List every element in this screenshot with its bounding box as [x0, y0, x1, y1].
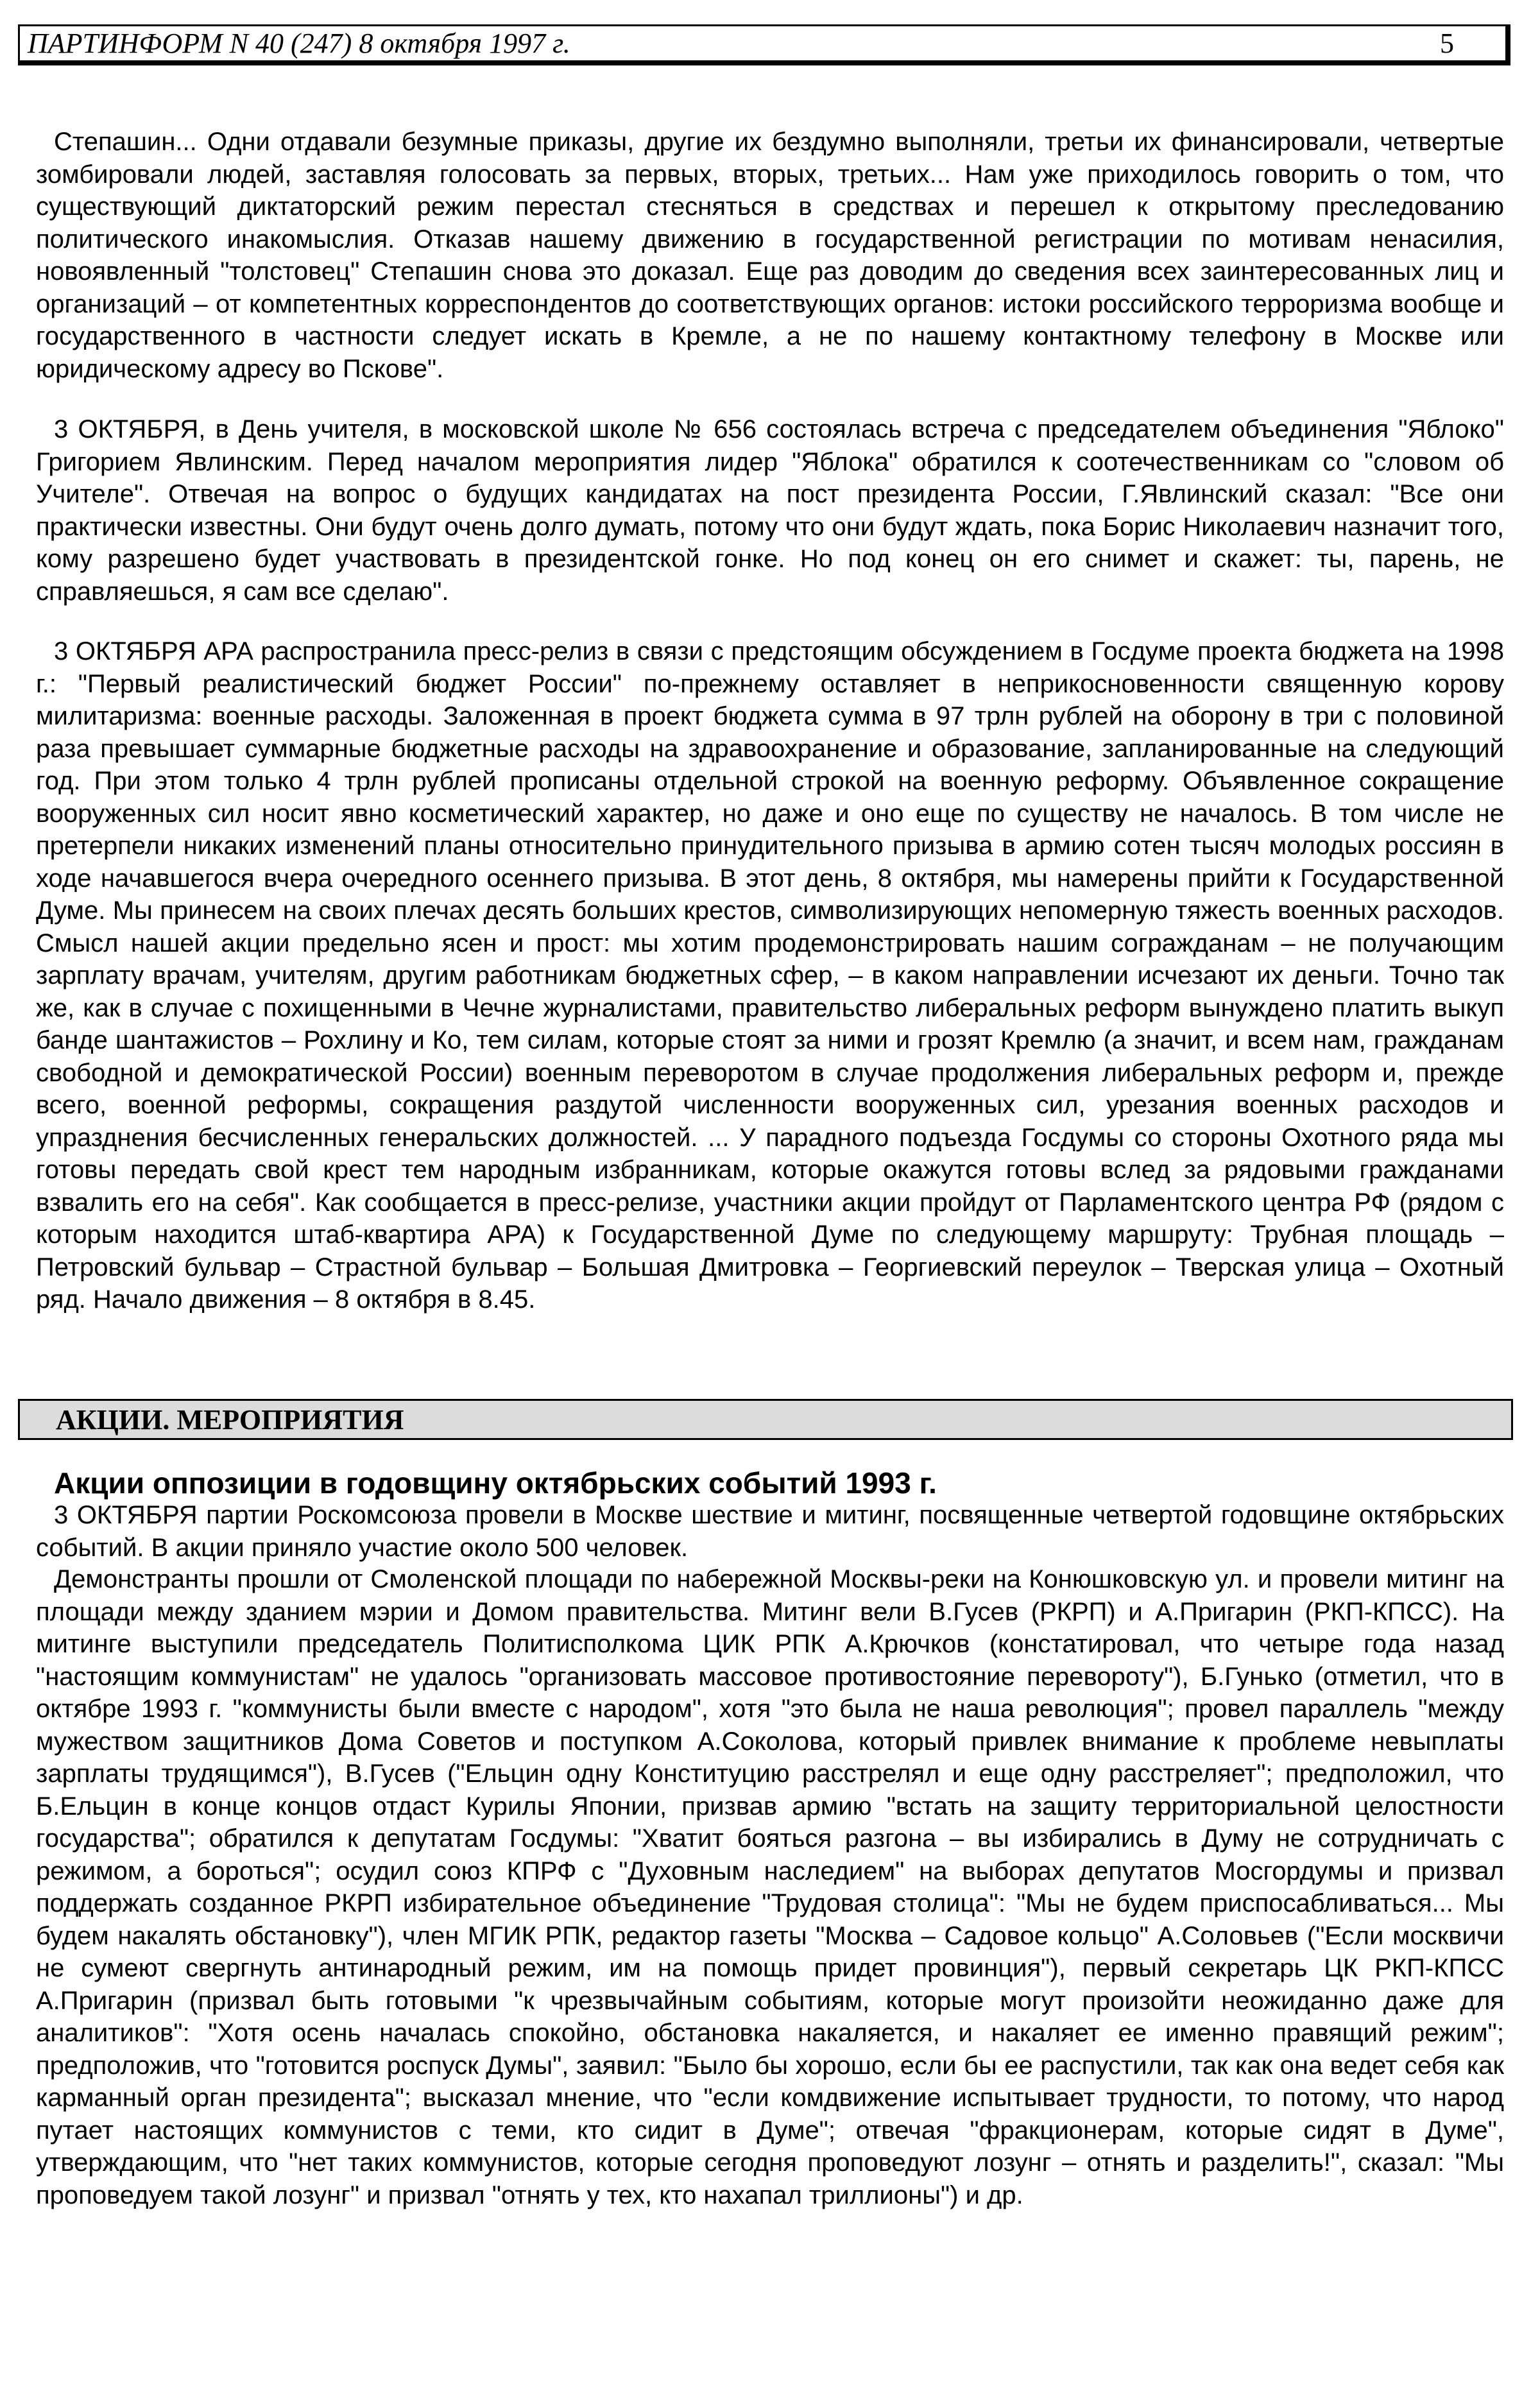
page-header [18, 24, 1510, 65]
article-paragraph-rally: Демонстранты прошли от Смоленской площади по набережной Москвы-реки на Конюшковскую ул. и провели митинг на площади между зданием мэрии и Домом правительства. Митинг вели В.Гусев (РКРП) и А.Пригарин (РКП-КПСС). На митинге выступили председатель Политисполкома ЦИК РПК А.Крючков (констатировал, что четыре года назад "настоящим коммунистам" не удалось "организовать массовое противостояние перевороту"), Б.Гунько (отметил, что в октябре 1993 г. "коммунисты были вместе с народом", хотя "это была не наша революция"; провел параллель "между мужеством защитников Дома Советов и поступком А.Соколова, который привлек внимание к проблеме невыплаты зарплаты трудящимся"), В.Гусев ("Ельцин одну Конституцию расстрелял и еще одну расстреляет"; предположил, что Б.Ельцин в конце концов отдаст Курилы Японии, призвав армию "встать на защиту территориальной целостности государства"; обратился к депутатам Госдумы: "Хватит бояться разгона – вы избирались в Думу не сотрудничать с режимом, а бороться"; осудил союз КПРФ с "Духовным наследием" на выборах депутатов Мосгордумы и призвал поддержать созданное РКРП избирательное объединение "Трудовая столица": "Мы не будем приспосабливаться... Мы будем накалять обстановку"), член МГИК РПК, редактор газеты "Москва – Садовое кольцо" А.Соловьев ("Если москвичи не сумеют свергнуть антинародный режим, им на помощь придет провинция"), первый секретарь ЦК РКП-КПСС А.Пригарин (призвал быть готовыми "к чрезвычайным событиям, которые могут произойти неожиданно даже для аналитиков": "Хотя осень началась спокойно, обстановка накаляется, и накаляет ее именно правящий режим"; предположив, что "готовится роспуск Думы", заявил: "Было бы хорошо, если бы ее распустили, так как она ведет себя как карманный орган президента"; высказал мнение, что "если комдвижение испытывает трудности, то потому, что народ путает настоящих коммунистов с теми, кто сидит в Думе"; отвечая "фракционерам, которые сидят в Думе", утверждающим, что "нет таких коммунистов, которые сегодня проповедуют лозунг – отнять и разделить!", сказал: "Мы проповедуем такой лозунг" и призвал "отнять у тех, кто нахапал триллионы") и др. [36, 1565, 1504, 2209]
paragraph-stepashin: Степашин... Одни отдавали безумные приказы, другие их бездумно выполняли, третьи их финансировали, четвертые зомбировали людей, заставляя голосовать за первых, вторых, третьих... Нам уже приходилось говорить о том, что существующий диктаторский режим перестал стесняться в средствах и перешел к открытому преследованию политического инакомыслия. Отказав нашему движению в государственной регистрации по мотивам ненасилия, новоявленный "толстовец" Степашин снова это доказал. Еще раз доводим до сведения всех заинтересованных лиц и организаций – от компетентных корреспондентов до соответствующих органов: истоки российского терроризма вообще и государственного в частности следует искать в Кремле, а не по нашему контактному телефону в Москве или юридическому адресу во Пскове". [36, 128, 1504, 383]
article-title: Акции оппозиции в годовщину октябрьских событий 1993 г. [54, 1466, 937, 1500]
paragraph-yavlinsky: 3 ОКТЯБРЯ, в День учителя, в московской школе № 656 состоялась встреча с председателем объединения "Яблоко" Григорием Явлинским. Перед началом мероприятия лидер "Яблока" обратился к соотечественникам со "словом об Учителе". Отвечая на вопрос о будущих кандидатах на пост президента России, Г.Явлинский сказал: "Все они практически известны. Они будут очень долго думать, потому что они будут ждать, пока Борис Николаевич назначит того, кому разрешено будет участвовать в президентской гонке. Но под конец он его снимет и скажет: ты, парень, не справляешься, я сам все сделаю". [36, 415, 1504, 606]
paragraph-ara: 3 ОКТЯБРЯ АРА распространила пресс-релиз в связи с предстоящим обсуждением в Госдуме проекта бюджета на 1998 г.: "Первый реалистический бюджет России" по-прежнему оставляет в неприкосновенности священную корову милитаризма: военные расходы. Заложенная в проект бюджета сумма в 97 трлн рублей на оборону в три с половиной раза превышает суммарные бюджетные расходы на здравоохранение и образование, запланированные на следующий год. При этом только 4 трлн рублей прописаны отдельной строкой на военную реформу. Объявленное сокращение вооруженных сил носит явно косметический характер, но даже и оно еще по существу не началось. В том числе не претерпели никаких изменений планы относительно принудительного призыва в армию сотен тысяч молодых россиян в ходе начавшегося вчера очередного осеннего призыва. В этот день, 8 октября, мы намерены прийти к Государственной Думе. Мы принесем на своих плечах десять больших крестов, символизирующих непомерную тяжесть военных расходов. Смысл нашей акции предельно ясен и прост: мы хотим продемонстрировать нашим согражданам – не получающим зарплату врачам, учителям, другим работникам бюджетных сфер, – в каком направлении исчезают их деньги. Точно так же, как в случае с похищенными в Чечне журналистами, правительство либеральных реформ вынуждено платить выкуп банде шантажистов – Рохлину и Ко, тем силам, которые стоят за ними и грозят Кремлю (а значит, и всем нам, гражданам свободной и демократической России) военным переворотом в случае продолжения либеральных реформ и, прежде всего, военной реформы, сокращения раздутой численности вооруженных сил, урезания военных расходов и упразднения бесчисленных генеральских должностей. ... У парадного подъезда Госдумы со стороны Охотного ряда мы готовы передать свой крест тем народным избранникам, которые окажутся готовы вслед за рядовыми гражданами взвалить его на себя". Как сообщается в пресс-релизе, участники акции пройдут от Парламентского центра РФ (рядом с которым находится штаб-квартира АРА) к Государственной Думе по следующему маршруту: Трубная площадь – Петровский бульвар – Страстной бульвар – Большая Дмитровка – Георгиевский переулок – Тверская улица – Охотный ряд. Начало движения – 8 октября в 8.45. [36, 637, 1504, 1314]
section-title: АКЦИИ. МЕРОПРИЯТИЯ [56, 1403, 404, 1435]
publication-info: ПАРТИНФОРМ N 40 (247) 8 октября 1997 г. [28, 28, 570, 59]
section-heading [18, 1399, 1513, 1440]
article-paragraph-intro: 3 ОКТЯБРЯ партии Роскомсоюза провели в Москве шествие и митинг, посвященные четвертой годовщине октябрьских событий. В акции приняло участие около 500 человек. [36, 1501, 1504, 1562]
page-number: 5 [1440, 28, 1454, 59]
